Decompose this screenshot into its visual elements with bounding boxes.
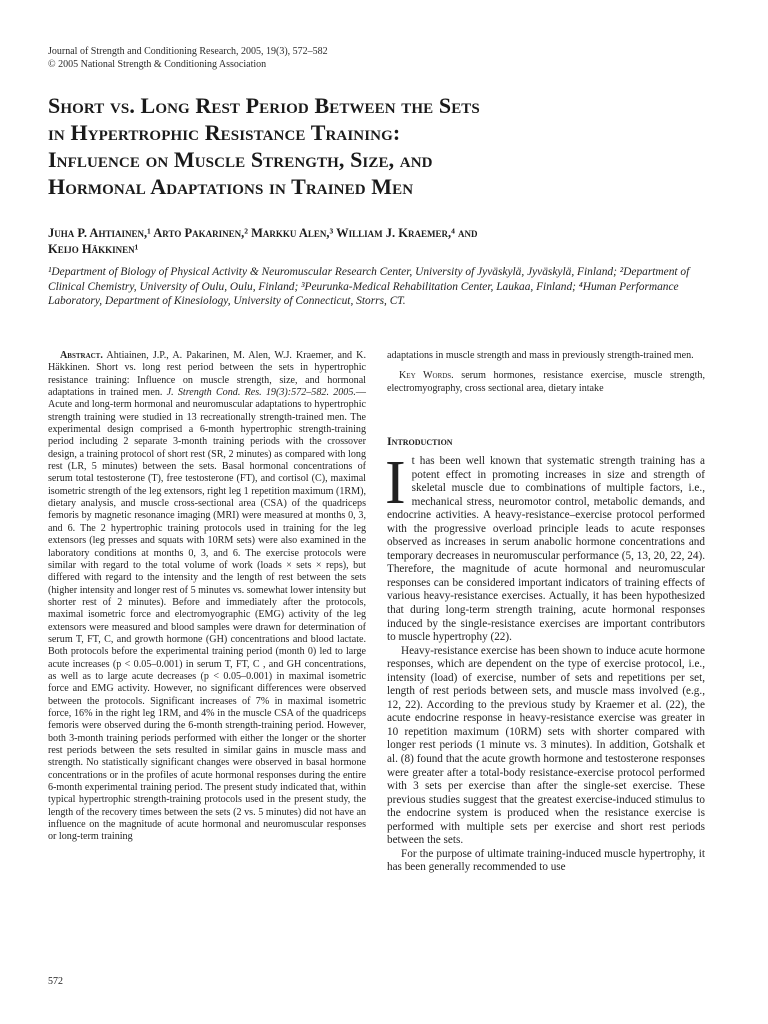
abstract-column xyxy=(48,350,366,844)
keywords xyxy=(387,370,705,395)
introduction-body xyxy=(385,449,705,875)
right-column-top xyxy=(387,350,705,395)
drop-cap: I xyxy=(385,449,406,517)
affiliations: ¹Department of Biology of Physical Activity & Neuromuscular Research Center, University of Jyväskylä, Jyväskylä, Finland; ²Department of Clinical Chemistry, University of Oulu, Oulu, Finland; ³Peurunka-Medical Rehabilitation Center, Laukaa, Finland; ⁴Human Performance Laboratory, Department of Kinesiology, University of Connecticut, Storrs, CT. xyxy=(48,266,690,307)
section-heading-introduction: Introduction xyxy=(387,434,453,448)
abstract-citation: J. Strength Cond. Res. 19(3):572–582. 2005. xyxy=(166,387,356,399)
author-line: Keijo Häkkinen¹ xyxy=(48,242,139,256)
title-line: Hormonal Adaptations in Trained Men xyxy=(48,174,414,199)
title-line: Short vs. Long Rest Period Between the Sets xyxy=(48,93,480,118)
intro-paragraph: For the purpose of ultimate training-induced muscle hypertrophy, it has been generally recommended to use xyxy=(387,847,705,874)
intro-paragraph: Heavy-resistance exercise has been shown to induce acute hormone responses, which are dependent on the type of exercise protocol, i.e., intensity (load) of exercise, number of sets and repetitions per set, length of rest periods between sets, and muscle mass involved (e.g., 12, 22). According to the previous study by Kraemer et al. (22), the acute endocrine response in heavy-resistance exercise was greater in 10 repetition maximum (10RM) sets with shorter compared with longer rest periods (1 minute vs. 3 minutes). In addition, Gotshalk et al. (8) found that the acute growth hormone and testosterone responses were greater after a total-body resistance-exercise protocol performed with 3 sets per exercise than after the single-set exercise. These previous studies suggest that the greatest exercise-induced stimulus to the endocrine system is produced when the resistance exercise is performed with multiple sets per exercise and short rest periods between the sets. xyxy=(387,644,705,847)
journal-citation: Journal of Strength and Conditioning Research, 2005, 19(3), 572–582 xyxy=(48,46,328,57)
author-line: Juha P. Ahtiainen,¹ Arto Pakarinen,² Markku Alen,³ William J. Kraemer,⁴ and xyxy=(48,226,478,240)
keywords-text: serum hormones, resistance exercise, muscle strength, electromyography, cross sectional area, dietary intake xyxy=(387,370,706,394)
journal-header xyxy=(48,45,548,71)
page-number: 572 xyxy=(48,976,63,987)
title-line: in Hypertrophic Resistance Training: xyxy=(48,120,401,145)
intro-paragraph-1-text: t has been well known that systematic strength training has a potent effect in promoting increases in size and strength of skeletal muscle due to combinations of multiple factors, i.e., mechanical stress, neuromotor control, metabolic demands, and endocrine activities. A heavy-resistance–exercise protocol performed with the progressive overload principle leads to acute responses observed as increases in serum anabolic hormone concentrations and temporary decreases in neuromuscular performance (5, 13, 20, 22, 24). Therefore, the magnitude of acute hormonal and neuromuscular responses can be considered important indicators of training effects of various heavy-resistance exercises. Actually, it has been hypothesized that during long-term strength training, acute hormonal responses induced by the single-resistance exercises are important contributors to muscle hypertrophy (22). xyxy=(387,455,705,644)
abstract-body: —Acute and long-term hormonal and neuromuscular adaptations to hypertrophic strength training were studied in 13 recreationally strength-trained men. The experimental design comprised a 6-month hypertrophic strength-training period including 2 separate 3-month training periods with the crossover design, a training protocol of short rest (SR, 2 minutes) as compared with long rest (LR, 5 minutes) between the sets. Basal hormonal concentrations of serum total testosterone (T), free testosterone (FT), and cortisol (C), maximal isometric strength of the leg extensors, right leg 1 repetition maximum (1RM), dietary analysis, and muscle cross-sectional area (CSA) of the quadriceps femoris by magnetic resonance imaging (MRI) were measured at months 0, 3, and 6. The 2 hypertrophic training protocols used in training for the leg extensors (leg presses and squats with 10RM sets) were also examined in the laboratory conditions at months 0, 3, and 6. The exercise protocols were similar with regard to the total volume of work (loads × sets × reps), but differed with regard to the intensity and the length of rest between the sets (higher intensity and longer rest of 5 minutes vs. somewhat lower intensity but shorter rest of 2 minutes). Before and immediately after the protocols, maximal isometric force and electromyographic (EMG) activity of the leg extensors were measured and blood samples were drawn for determination of serum T, FT, C, and growth hormone (GH) concentrations and blood lactate. Both protocols before the experimental training period (month 0) led to large acute increases (p < 0.05–0.001) in serum T, FT, C , and GH concentrations, as well as to large acute decreases (p < 0.05–0.001) in maximal isometric force and EMG activity. However, no significant differences were observed between the protocols. Significant increases of 7% in maximal isometric force, 16% in the right leg 1RM, and 4% in the muscle CSA of the quadriceps femoris were observed during the 6-month strength-training period. However, both 3-month training periods performed with either the longer or the shorter rest periods between the sets resulted in similar gains in muscle mass and strength. No statistically significant changes were observed in basal hormone concentrations or in the profiles of acute hormonal responses during the entire 6-month experimental training period. The present study indicated that, within typical hypertrophic strength-training protocols used in the present study, the length of the recovery times between the sets (2 vs. 5 minutes) did not have an influence on the magnitude of acute hormonal and neuromuscular responses or long-term training xyxy=(48,387,366,843)
author-list xyxy=(48,225,718,257)
keywords-label: Key Words. xyxy=(399,370,454,382)
abstract-authors: Ahtiainen, J.P., A. Pakarinen, M. Alen, W.J. Kraemer, and K. Häkkinen. Short vs. long rest period between the sets in hypertrophic resistance training: Influence on muscle strength, size, and hormonal adaptations in trained men. xyxy=(48,350,366,399)
abstract-continuation: adaptations in muscle strength and mass in previously strength-trained men. xyxy=(387,350,694,361)
abstract xyxy=(48,350,366,844)
journal-copyright: © 2005 National Strength & Conditioning Association xyxy=(48,59,267,70)
article-title xyxy=(48,92,718,200)
abstract-label: Abstract. xyxy=(60,350,103,361)
title-line: Influence on Muscle Strength, Size, and xyxy=(48,147,433,172)
intro-paragraph xyxy=(385,449,705,645)
